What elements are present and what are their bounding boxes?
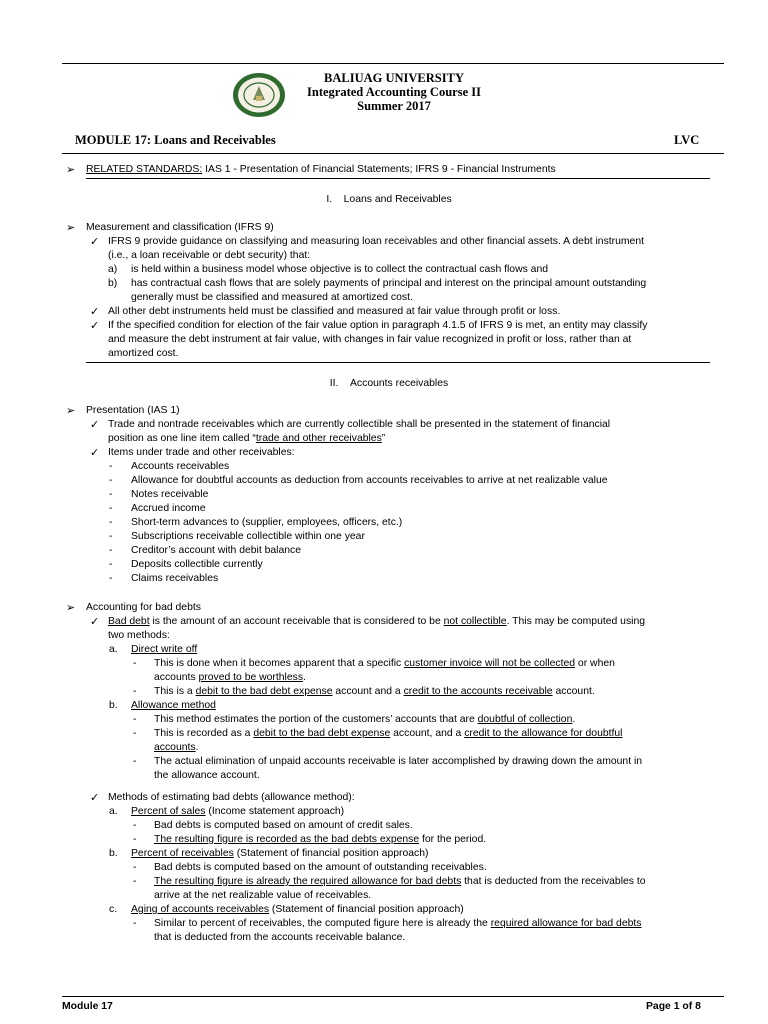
other-debt-text: All other debt instruments held must be classified and measured at fair value through profit or loss. — [108, 306, 561, 317]
trade-para-line2-post: ” — [381, 433, 386, 444]
item-b-line1: has contractual cash flows that are solely payments of principal and interest on the principal amount outstanding — [131, 278, 647, 289]
estimate-b-point1: Bad debts is computed based on the amount of outstanding receivables. — [154, 862, 487, 873]
point-text: . — [572, 714, 576, 725]
items-intro: Items under trade and other receivables: — [108, 447, 295, 458]
check-bullet-icon: ✓ — [90, 419, 100, 431]
point-text: that is deducted from the receivables to — [461, 876, 646, 887]
bad-debt-term: Bad debt — [108, 616, 150, 627]
bad-debts-heading: Accounting for bad debts — [86, 602, 201, 613]
estimate-a-title — [131, 805, 344, 819]
check-bullet-icon: ✓ — [90, 792, 100, 804]
dash-bullet: - — [109, 531, 113, 542]
item-a-label: a) — [108, 264, 118, 275]
dash-bullet: - — [133, 756, 137, 767]
point-text: accounts — [154, 672, 199, 683]
university-name: BALIUAG UNIVERSITY — [324, 71, 464, 85]
list-item: Claims receivables — [131, 573, 219, 584]
point-underlined: debit to the bad debt expense — [253, 728, 391, 739]
list-item: Accrued income — [131, 503, 206, 514]
point-underlined: debit to the bad debt expense — [195, 686, 333, 697]
point-underlined: required allowance for bad debts — [490, 918, 642, 929]
point-underlined: doubtful of collection — [477, 714, 573, 725]
method-b-point3-line1: The actual elimination of unpaid accounts receivable is later accomplished by drawing down the amount in — [154, 756, 643, 767]
estimate-b-point2 — [154, 875, 646, 889]
point-text: account. — [552, 686, 595, 697]
dash-bullet: - — [133, 862, 137, 873]
list-item: Subscriptions receivable collectible within one year — [131, 531, 365, 542]
estimate-b-title — [131, 847, 428, 861]
dash-bullet: - — [109, 545, 113, 556]
estimate-a-point1: Bad debts is computed based on amount of credit sales. — [154, 820, 413, 831]
point-underlined: Percent of receivables — [131, 848, 234, 859]
dash-bullet: - — [109, 503, 113, 514]
top-rule — [62, 63, 724, 64]
list-item: Short-term advances to (supplier, employees, officers, etc.) — [131, 517, 403, 528]
point-text: This method estimates the portion of the customers’ accounts that are — [154, 714, 478, 725]
arrow-bullet-icon: ➢ — [66, 164, 76, 176]
dash-bullet: - — [133, 686, 137, 697]
estimate-c-point1 — [154, 917, 641, 931]
bad-debt-definition-line2: two methods: — [108, 630, 170, 641]
definition-text: . This may be computed using — [506, 616, 646, 627]
fv-option-line3: amortized cost. — [108, 348, 179, 359]
fv-option-line2: and measure the debt instrument at fair value, with changes in fair value recognized in profit or loss, rather than at — [108, 334, 632, 345]
point-underlined: proved to be worthless — [198, 672, 304, 683]
bad-debt-definition — [108, 615, 645, 629]
method-b-point1 — [154, 713, 575, 727]
dash-bullet: - — [133, 820, 137, 831]
estimate-b-point2-line2: arrive at the net realizable value of receivables. — [154, 890, 372, 901]
point-text: Similar to percent of receivables, the computed figure here is already the — [154, 918, 491, 929]
check-bullet-icon: ✓ — [90, 236, 100, 248]
point-text: This is a — [154, 686, 196, 697]
dash-bullet: - — [133, 658, 137, 669]
footer-module: Module 17 — [62, 1001, 113, 1012]
related-standards-text: IAS 1 - Presentation of Financial Statements; IFRS 9 - Financial Instruments — [202, 164, 556, 175]
arrow-bullet-icon: ➢ — [66, 405, 76, 417]
point-text: (Income statement approach) — [205, 806, 345, 817]
ifrs9-para-line2: (i.e., a loan receivable or debt security) that: — [108, 250, 311, 261]
dash-bullet: - — [109, 573, 113, 584]
method-b-title: Allowance method — [131, 700, 216, 711]
item-b-label: b) — [108, 278, 118, 289]
dash-bullet: - — [109, 489, 113, 500]
dash-bullet: - — [109, 461, 113, 472]
point-underlined: Percent of sales — [131, 806, 206, 817]
list-item: Accounts receivables — [131, 461, 230, 472]
method-a-point1 — [154, 657, 615, 671]
dash-bullet: - — [133, 876, 137, 887]
dash-bullet: - — [109, 517, 113, 528]
arrow-bullet-icon: ➢ — [66, 602, 76, 614]
point-text: for the period. — [419, 834, 487, 845]
ifrs9-para-line1: IFRS 9 provide guidance on classifying and measuring loan receivables and other financial assets. A debt instrument — [108, 236, 645, 247]
author-initials: LVC — [674, 133, 700, 147]
method-a-title: Direct write off — [131, 644, 198, 655]
related-standards-label: RELATED STANDARDS: — [86, 164, 203, 175]
list-item: Allowance for doubtful accounts as deduction from accounts receivables to arrive at net realizable value — [131, 475, 608, 486]
point-underlined: Aging of accounts receivables — [131, 904, 270, 915]
check-bullet-icon: ✓ — [90, 306, 100, 318]
point-underlined: The resulting figure is already the required allowance for bad debts — [154, 876, 462, 887]
fv-option-line1: If the specified condition for election of the fair value option in paragraph 4.1.5 of IFRS 9 is met, an entity may classify — [108, 320, 648, 331]
item-b-line2: generally must be classified and measured at amortized cost. — [131, 292, 413, 303]
course-name: Integrated Accounting Course II — [307, 85, 481, 99]
footer-page-number: Page 1 of 8 — [646, 1001, 701, 1012]
item-a-text: is held within a business model whose objective is to collect the contractual cash flows and — [131, 264, 549, 275]
not-collectible-term: not collectible — [443, 616, 507, 627]
measurement-heading: Measurement and classification (IFRS 9) — [86, 222, 274, 233]
point-text: account, and a — [390, 728, 465, 739]
method-b-point2 — [154, 727, 622, 741]
definition-text: is the amount of an account receivable that is considered to be — [149, 616, 444, 627]
point-text: or when — [575, 658, 615, 669]
estimate-b-label: b. — [109, 848, 118, 859]
module-rule — [62, 153, 724, 154]
point-text: . — [195, 742, 199, 753]
trade-para-line2 — [108, 432, 385, 446]
dash-bullet: - — [109, 559, 113, 570]
section-1-rule — [86, 362, 710, 363]
presentation-heading: Presentation (IAS 1) — [86, 405, 180, 416]
dash-bullet: - — [133, 918, 137, 929]
point-underlined: customer invoice will not be collected — [404, 658, 576, 669]
list-item: Notes receivable — [131, 489, 209, 500]
point-text: (Statement of financial position approach) — [233, 848, 429, 859]
trade-para-line1: Trade and nontrade receivables which are currently collectible shall be presented in the statement of financial — [108, 419, 611, 430]
arrow-bullet-icon: ➢ — [66, 222, 76, 234]
point-text: (Statement of financial position approach) — [269, 904, 464, 915]
estimate-a-point2 — [154, 833, 486, 847]
method-a-point1-line2 — [154, 671, 306, 685]
course-term: Summer 2017 — [357, 99, 431, 113]
point-underlined: credit to the accounts receivable — [403, 686, 553, 697]
estimate-c-label: c. — [109, 904, 118, 915]
point-underlined: accounts — [154, 742, 196, 753]
estimate-c-title — [131, 903, 464, 917]
method-b-point3-line2: the allowance account. — [154, 770, 260, 781]
module-title: MODULE 17: Loans and Receivables — [75, 133, 276, 147]
dash-bullet: - — [133, 834, 137, 845]
section-2-title: II. Accounts receivables — [329, 378, 449, 389]
dash-bullet: - — [109, 475, 113, 486]
point-text: . — [303, 672, 306, 683]
related-rule — [86, 178, 710, 179]
list-item: Deposits collectible currently — [131, 559, 263, 570]
point-underlined: The resulting figure is recorded as the bad debts expense — [154, 834, 420, 845]
estimate-c-point1-line2: that is deducted from the accounts receivable balance. — [154, 932, 406, 943]
related-standards — [86, 163, 556, 177]
point-text: This is recorded as a — [154, 728, 254, 739]
point-underlined: credit to the allowance for doubtful — [464, 728, 623, 739]
method-b-point2-line2 — [154, 741, 198, 755]
estimate-a-label: a. — [109, 806, 118, 817]
footer-rule — [62, 996, 724, 997]
trade-and-other-receivables: trade and other receivables — [255, 433, 382, 444]
check-bullet-icon: ✓ — [90, 320, 100, 332]
section-1-title: I. Loans and Receivables — [326, 194, 452, 205]
dash-bullet: - — [133, 714, 137, 725]
method-a-point2 — [154, 685, 595, 699]
trade-para-line2-pre: position as one line item called “ — [108, 433, 256, 444]
dash-bullet: - — [133, 728, 137, 739]
point-text: This is done when it becomes apparent that a specific — [154, 658, 405, 669]
method-a-label: a. — [109, 644, 118, 655]
methods-intro: Methods of estimating bad debts (allowance method): — [108, 792, 355, 803]
check-bullet-icon: ✓ — [90, 616, 100, 628]
check-bullet-icon: ✓ — [90, 447, 100, 459]
list-item: Creditor’s account with debit balance — [131, 545, 302, 556]
point-text: account and a — [332, 686, 404, 697]
method-b-label: b. — [109, 700, 118, 711]
